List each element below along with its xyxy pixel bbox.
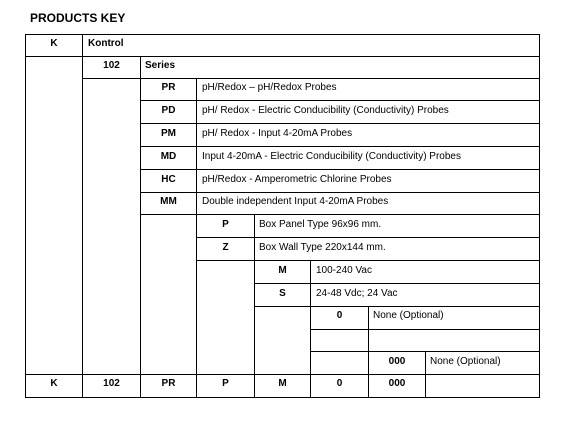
example-cell: 0 [336, 378, 343, 389]
rule [539, 34, 540, 398]
probe-desc: pH/Redox - Amperometric Chlorine Probes [202, 174, 392, 185]
series-label: Series [145, 60, 176, 71]
rule [254, 283, 540, 284]
probe-code: PD [161, 105, 176, 116]
probe-desc: pH/ Redox - Electric Conducibility (Conductivity) Probes [202, 105, 449, 116]
rule [140, 192, 540, 193]
rule [140, 169, 540, 170]
probe-code: PR [161, 82, 176, 93]
option-code: 0 [336, 310, 343, 321]
rule [25, 397, 540, 398]
example-cell: PR [161, 378, 176, 389]
rule [425, 351, 426, 398]
rule [196, 78, 197, 398]
header-k: K [50, 38, 58, 49]
rule [25, 56, 540, 57]
option-desc: None (Optional) [430, 356, 501, 367]
header-kontrol: Kontrol [88, 38, 124, 49]
probe-code: PM [161, 128, 176, 139]
page-title: PRODUCTS KEY [30, 11, 126, 25]
probe-code: MD [160, 151, 177, 162]
probe-desc: pH/ Redox - Input 4-20mA Probes [202, 128, 353, 139]
rule [25, 34, 26, 398]
box-code: P [222, 219, 229, 230]
probe-desc: Double independent Input 4-20mA Probes [202, 196, 389, 207]
example-cell: K [50, 378, 58, 389]
power-desc: 24-48 Vdc; 24 Vac [316, 288, 398, 299]
rule [140, 123, 540, 124]
rule [140, 146, 540, 147]
rule [196, 237, 540, 238]
option-desc: None (Optional) [373, 310, 444, 321]
probe-code: HC [161, 174, 176, 185]
box-code: Z [222, 242, 229, 253]
rule [82, 34, 83, 398]
power-desc: 100-240 Vac [316, 265, 372, 276]
series-code: 102 [103, 60, 120, 71]
example-cell: P [222, 378, 229, 389]
rule [140, 100, 540, 101]
probe-desc: pH/Redox – pH/Redox Probes [202, 82, 337, 93]
rule [196, 260, 540, 261]
example-cell: 102 [103, 378, 120, 389]
probe-desc: Input 4-20mA - Electric Conducibility (Conductivity) Probes [202, 151, 461, 162]
rule [25, 374, 540, 375]
rule [140, 214, 540, 215]
power-code: S [279, 288, 286, 299]
example-cell: 000 [388, 378, 406, 389]
rule [254, 214, 255, 398]
box-desc: Box Panel Type 96x96 mm. [259, 219, 382, 230]
example-cell: M [278, 378, 287, 389]
rule [82, 78, 540, 79]
power-code: M [278, 265, 287, 276]
rule [254, 306, 540, 307]
box-desc: Box Wall Type 220x144 mm. [259, 242, 386, 253]
rule [310, 329, 540, 330]
rule [25, 34, 540, 35]
option-code: 000 [388, 356, 406, 367]
probe-code: MM [160, 196, 177, 207]
